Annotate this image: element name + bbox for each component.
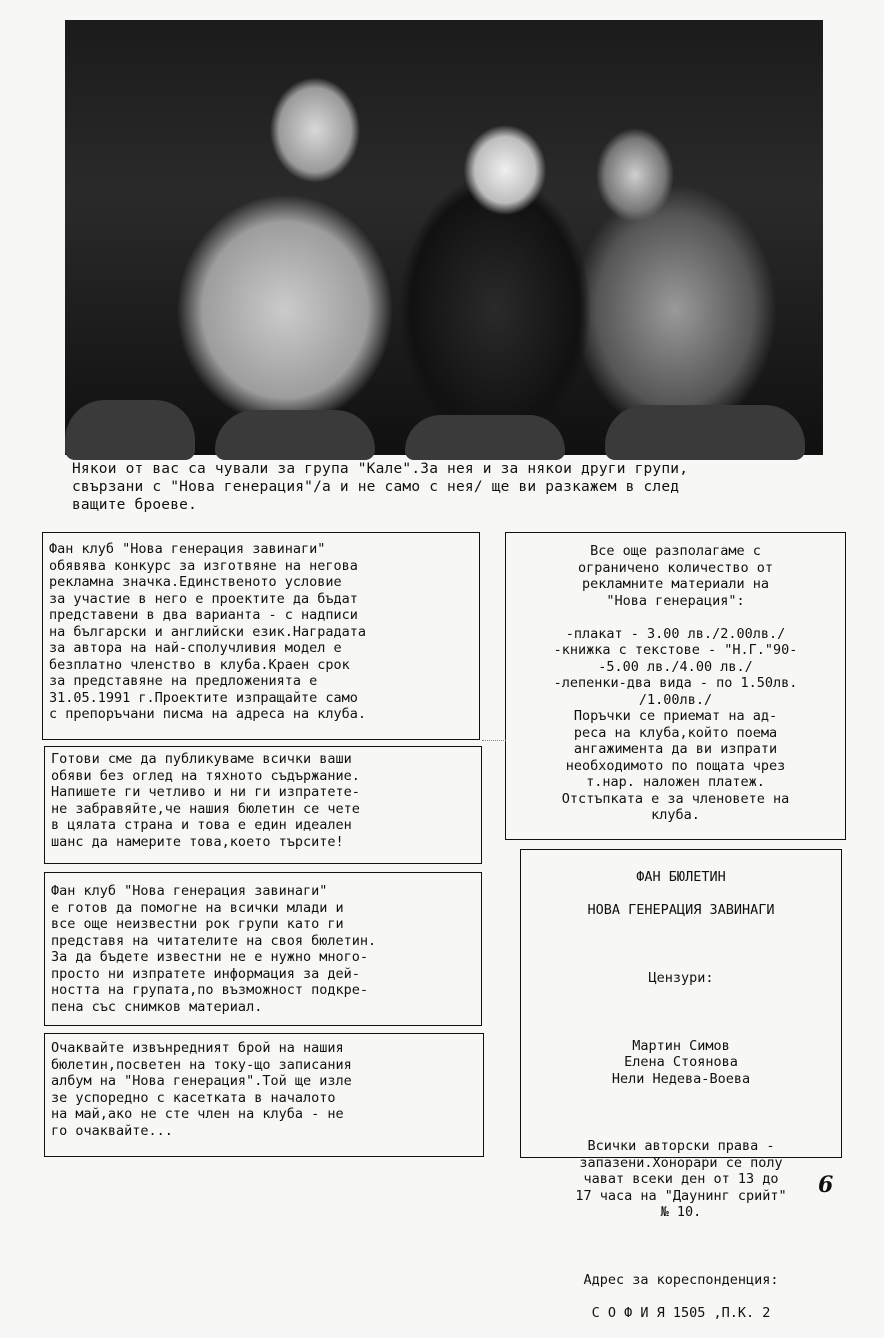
seat-back — [215, 410, 375, 460]
special-issue-notice: Очаквайте извънредният брой на нашия бюлетин,посветен на току-що записания албум на "Нова генерация".Той ще излe зе успоредно с касетката в началото на май,ако не сте член на клуба - не го очаквайте... — [44, 1033, 484, 1157]
seat-back — [65, 400, 195, 460]
masthead-title-1: ФАН БЮЛЕТИН — [636, 868, 726, 885]
address-label: Адрес за кореспонденция: — [583, 1271, 779, 1288]
classifieds-notice: Готови сме да публикуваме всички ваши обяви без оглед на тяхното съдържание. Напишете ги четливо и ни ги изпратете- не забравяйте,че нашия бюлетин се чете в цялата страна и това е един идеален шанс да намерите това,което търсите! — [44, 746, 482, 864]
merchandise-notice: Все още разполагаме с ограничено количество от рекламните материали на "Нова генерация": -плакат - 3.00 лв./2.00лв./ -книжка с текстове - "Н.Г."90- -5.00 лв./4.00 лв./ -лепенки-два вида - по 1.50лв. /1.00лв./ Поръчки се приемат на ад- реса на клуба,който поема ангажимента да ви изпрати необходимото по пощата чрез т.нар. наложен платеж. Отстъпката е за членовете на клуба. — [505, 532, 846, 840]
address-text: С О Ф И Я 1505 ,П.К. 2 — [591, 1304, 771, 1321]
editors-label: Цензури: — [648, 970, 714, 986]
editors-list: Мартин Симов Елена Стоянова Нели Недева-Воева — [611, 1037, 751, 1087]
page-number: 6 — [818, 1172, 834, 1198]
seat-back — [405, 415, 565, 460]
rights-text: Всички авторски права - запазени.Хонорари се полу чават всеки ден от 13 до 17 часа на "Даунинг срийт" № 10. — [575, 1138, 787, 1220]
stamp-mark — [482, 740, 506, 747]
masthead — [520, 849, 842, 1321]
young-bands-notice: Фан клуб "Нова генерация завинаги" е готов да помогне на всички млади и все още неизвестни рок групи като ги представя на читателите на своя бюлетин. За да бъдете известни не е нужно много- просто ни изпратете информация за дей- ността на групата,по възможност подкре- пена със снимков материал. — [44, 872, 482, 1026]
band-photo — [65, 20, 823, 455]
seat-back — [605, 405, 805, 460]
badge-contest-notice: Фан клуб "Нова генерация завинаги" обявява конкурс за изготвяне на негова рекламна значка.Единственото условие за участие в него е проектите да бъдат представени в два варианта - с надписи на български и английски език.Наградата за автора на най-сполучливия модел е безплатно членство в клуба.Краен срок за представяне на предложенията е 31.05.1991 г.Проектите изпращайте само с препоръчани писма на адреса на клуба. — [42, 532, 480, 740]
masthead-title-2: НОВА ГЕНЕРАЦИЯ ЗАВИНАГИ — [587, 902, 775, 918]
photo-caption: Някои от вас са чували за група "Кале".За нея и за някои други групи, свързани с "Нова генерация"/а и не само с нея/ ще ви разкажем в след ващите броеве. — [72, 461, 689, 513]
